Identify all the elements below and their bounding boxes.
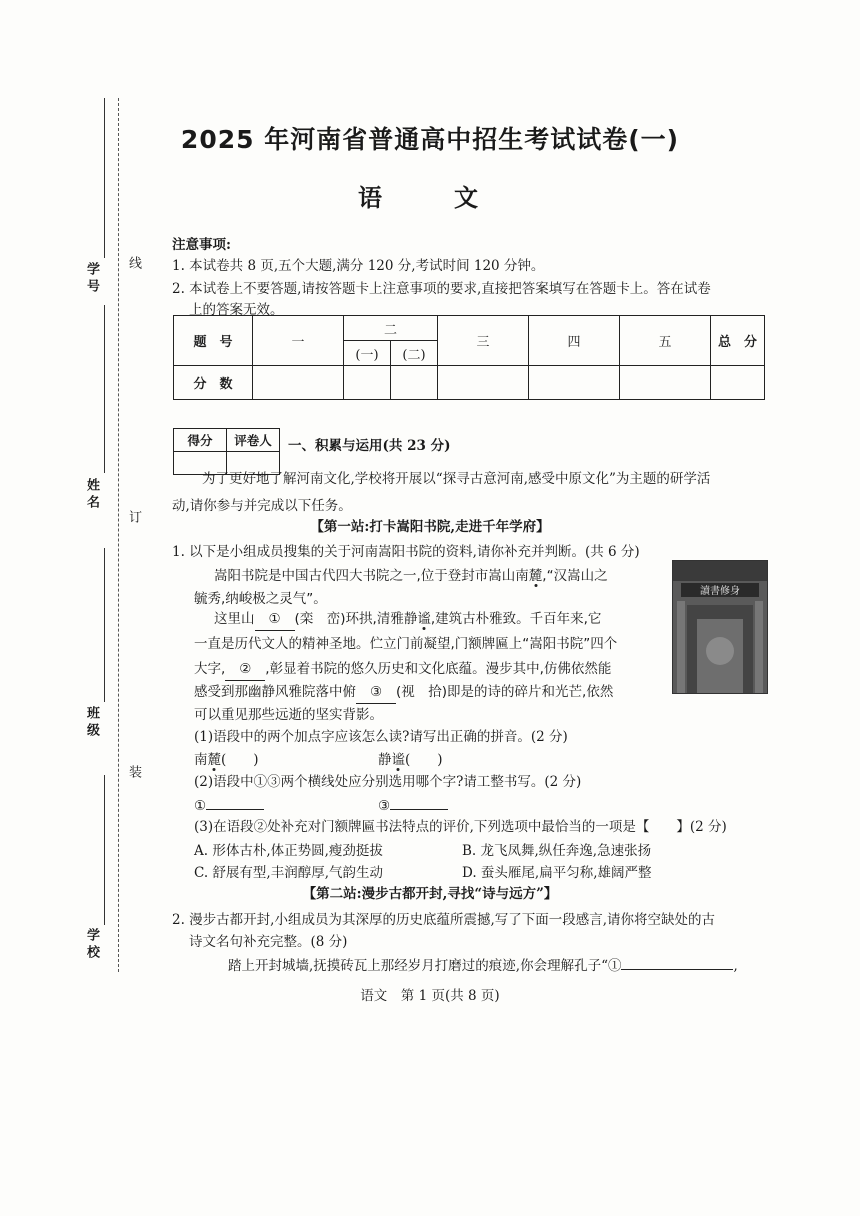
passage-line2: 毓秀,纳峻极之灵气”。 [194,591,327,607]
passage-line3: 这里山 ① (栾 峦)环拱,清雅静谧,建筑古朴雅致。千百年来,它 [214,608,601,631]
binding-mark-zhuang: 装 [126,765,141,778]
page-footer: 语文 第 1 页(共 8 页) [360,988,500,1004]
passage-line1: 嵩阳书院是中国古代四大书院之一,位于登封市嵩山南麓,“汉嵩山之 [214,568,608,584]
score-cell[interactable] [620,366,711,400]
station1-heading: 【第一站:打卡嵩阳书院,走进千年学府】 [310,519,550,535]
score-cell[interactable] [711,366,765,400]
notice-item-2-cont: 上的答案无效。 [189,302,284,318]
exam-title: 2025 年河南省普通高中招生考试试卷(一) [180,125,680,154]
question-2-cont: 诗文名句补充完整。(8 分) [189,934,348,950]
score-cell[interactable] [438,366,529,400]
option-d[interactable]: D. 蚕头雁尾,扁平匀称,雄阔严整 [462,865,652,881]
passage-line5: 大字, ② ,彰显着书院的悠久历史和文化底蕴。漫步其中,仿佛依然能 [194,658,611,681]
blank-3[interactable]: ③ [356,681,396,704]
notice-item-2: 2. 本试卷上不要答题,请按答题卡上注意事项的要求,直接把答案填写在答题卡上。答在试卷 [172,281,711,297]
header-col1: 一 [253,316,344,366]
question-1: 1. 以下是小组成员搜集的关于河南嵩阳书院的资料,请你补充并判断。(共 6 分) [172,544,640,560]
header-col2a: (一) [344,341,391,366]
header-col3: 三 [438,316,529,366]
header-total: 总 分 [711,316,765,366]
binding-mark-xian: 线 [126,256,141,269]
passage-line7: 可以重见那些远逝的坚实背影。 [194,707,383,723]
class-label: 班级 [84,706,99,740]
class-field[interactable] [104,548,105,702]
subject-title: 语 文 [358,183,502,212]
plaque-text: 讀書修身 [700,586,740,597]
blank-1[interactable]: ① [255,608,295,631]
intro-line2: 动,请你参与并完成以下任务。 [172,498,352,514]
header-col2: 二 [344,316,438,341]
notice-item-1: 1. 本试卷共 8 页,五个大题,满分 120 分,考试时间 120 分钟。 [172,258,545,274]
grader-pingjuan-label: 评卷人 [227,429,280,452]
academy-gate-photo [672,560,768,694]
sub-question-3: (3)在语段②处补充对门额牌匾书法特点的评价,下列选项中最恰当的一项是【 】(2 分) [194,819,727,835]
header-col5: 五 [620,316,711,366]
score-cell[interactable] [391,366,438,400]
question-2-passage: 踏上开封城墙,抚摸砖瓦上那经岁月打磨过的痕迹,你会理解孔子“① , [228,955,738,977]
char-answer-1[interactable]: ① [194,795,264,817]
score-cell[interactable] [253,366,344,400]
score-cell[interactable] [344,366,391,400]
header-col4: 四 [529,316,620,366]
blank-2[interactable]: ② [225,658,265,681]
header-col2b: (二) [391,341,438,366]
notice-heading: 注意事项: [172,237,231,253]
intro-line1: 为了更好地了解河南文化,学校将开展以“探寻古意河南,感受中原文化”为主题的研学活 [202,471,711,487]
section1-heading: 一、积累与运用(共 23 分) [288,438,451,454]
option-b[interactable]: B. 龙飞凤舞,纵任奔逸,急速张扬 [462,843,652,859]
school-label: 学校 [84,928,99,962]
name-label: 姓名 [84,478,99,512]
sub-question-1: (1)语段中的两个加点字应该怎么读?请写出正确的拼音。(2 分) [194,729,568,745]
sub-question-2: (2)语段中①③两个横线处应分别选用哪个字?请工整书写。(2 分) [194,774,582,790]
header-tihao: 题 号 [174,316,253,366]
binding-mark-ding: 订 [126,510,141,523]
char-answer-3[interactable]: ③ [378,795,448,817]
score-cell[interactable] [529,366,620,400]
poem-blank-1[interactable] [621,955,733,970]
pinyin-answer-2[interactable]: 静谧( ) [378,752,443,768]
score-table [173,315,765,400]
passage-line6: 感受到那幽静风雅院落中俯 ③ (视 拾)即是的诗的碎片和光芒,依然 [194,681,613,704]
question-2: 2. 漫步古都开封,小组成员为其深厚的历史底蕴所震撼,写了下面一段感言,请你将空缺处的古 [172,912,716,928]
option-a[interactable]: A. 形体古朴,体正势圆,瘦劲挺拔 [194,843,383,859]
grader-defen-label: 得分 [174,429,227,452]
student-id-label: 学号 [84,262,99,296]
name-field[interactable] [104,305,105,473]
row-label-fenshu: 分 数 [174,366,253,400]
option-c[interactable]: C. 舒展有型,丰润醇厚,气韵生动 [194,865,384,881]
pinyin-answer-1[interactable]: 南麓( ) [194,752,259,768]
station2-heading: 【第二站:漫步古都开封,寻找“诗与远方”】 [302,886,558,902]
passage-line4: 一直是历代文人的精神圣地。伫立门前凝望,门额牌匾上“嵩阳书院”四个 [194,636,618,652]
